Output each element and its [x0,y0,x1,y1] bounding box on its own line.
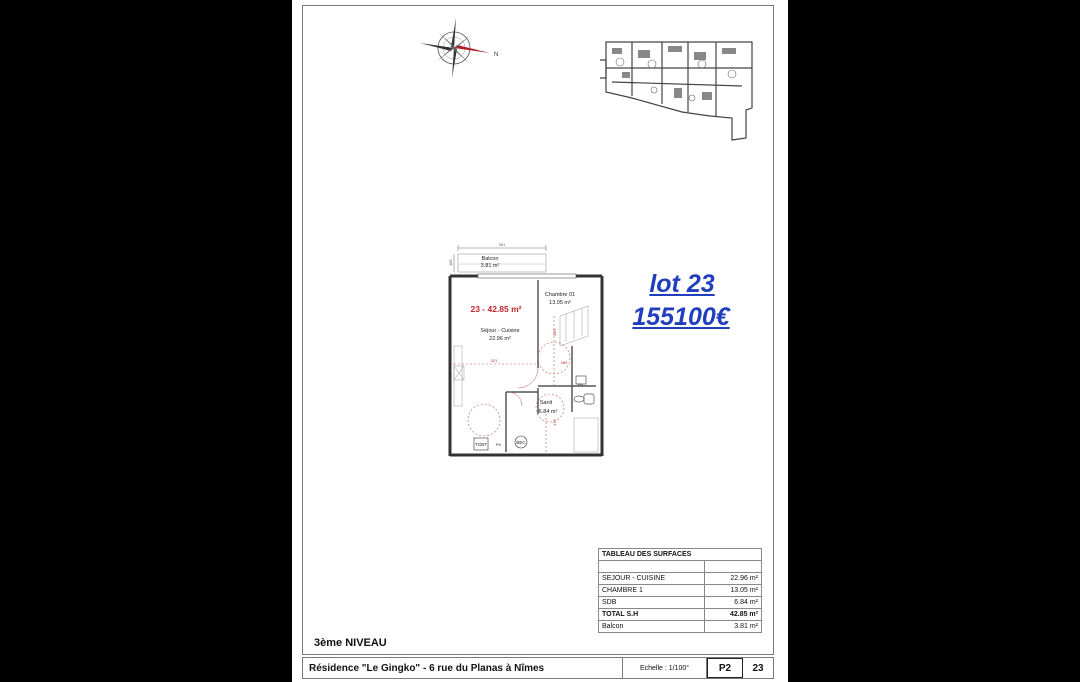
room-sejour-name: Séjour - Cuisine [480,328,520,334]
surface-value: 22.96 m² [705,573,762,585]
plan-code: P2 [707,658,743,678]
surfaces-spacer-row [599,561,762,573]
tgbt-label: TGBT [475,442,487,447]
surfaces-title: TABLEAU DES SURFACES [599,549,705,561]
surface-label: Balcon [599,621,705,633]
room-chambre-area: 13.05 m² [549,300,571,306]
balcony-width-dim: 391 [498,242,506,247]
room-chambre-name: Chambre 01 [544,292,576,298]
surfaces-header-row [599,549,762,561]
dim-c: 300 [552,329,557,336]
surface-value: 13.05 m² [705,585,762,597]
scale-label: Echelle : 1/100° [623,658,707,678]
surface-label: TOTAL S.H [599,609,705,621]
balcony-area: 3.81 m² [480,263,500,269]
surface-label: SEJOUR - CUISINE [599,573,705,585]
unit-area-label: 23 - 42.85 m² [470,304,522,314]
surface-value: 6.84 m² [705,597,762,609]
page-number: 23 [752,662,764,674]
lot-price: 155100€ [632,303,730,331]
compass-rose-icon [412,12,502,82]
key-plan [592,38,756,146]
table-row-total [599,609,762,621]
title-block [302,657,774,679]
balcony-depth-dim: 185 [448,259,453,266]
table-row [599,597,762,609]
surface-label: SDB [599,597,705,609]
floor-plan [448,236,618,462]
table-row [599,585,762,597]
table-row [599,573,762,585]
bec-label: BEC [516,440,526,445]
compass-north-label: N [494,52,499,58]
level-label: 3ème NIVEAU [314,637,387,649]
surfaces-table [598,548,762,633]
room-sanit-name: Sanit [539,400,553,406]
dim-b: 280 [560,360,568,365]
lot-title: lot 23 [649,270,715,298]
dim-a: 321 [490,358,498,363]
ph-label: Ph [496,442,501,447]
surface-value: 3.81 m² [705,621,762,633]
room-sanit-area: 6.84 m² [538,409,558,415]
plan-sheet [292,0,788,682]
table-row [599,621,762,633]
balcony-name: Balcon [481,256,499,262]
residence-address: Résidence "Le Gingko" - 6 rue du Planas à Nîmes [303,658,623,678]
room-sejour-area: 22.96 m² [489,336,511,342]
surface-label: CHAMBRE 1 [599,585,705,597]
surface-value: 42.85 m² [705,609,762,621]
ph-label-2: Ph [578,382,583,387]
dim-d: 175 [552,419,557,426]
